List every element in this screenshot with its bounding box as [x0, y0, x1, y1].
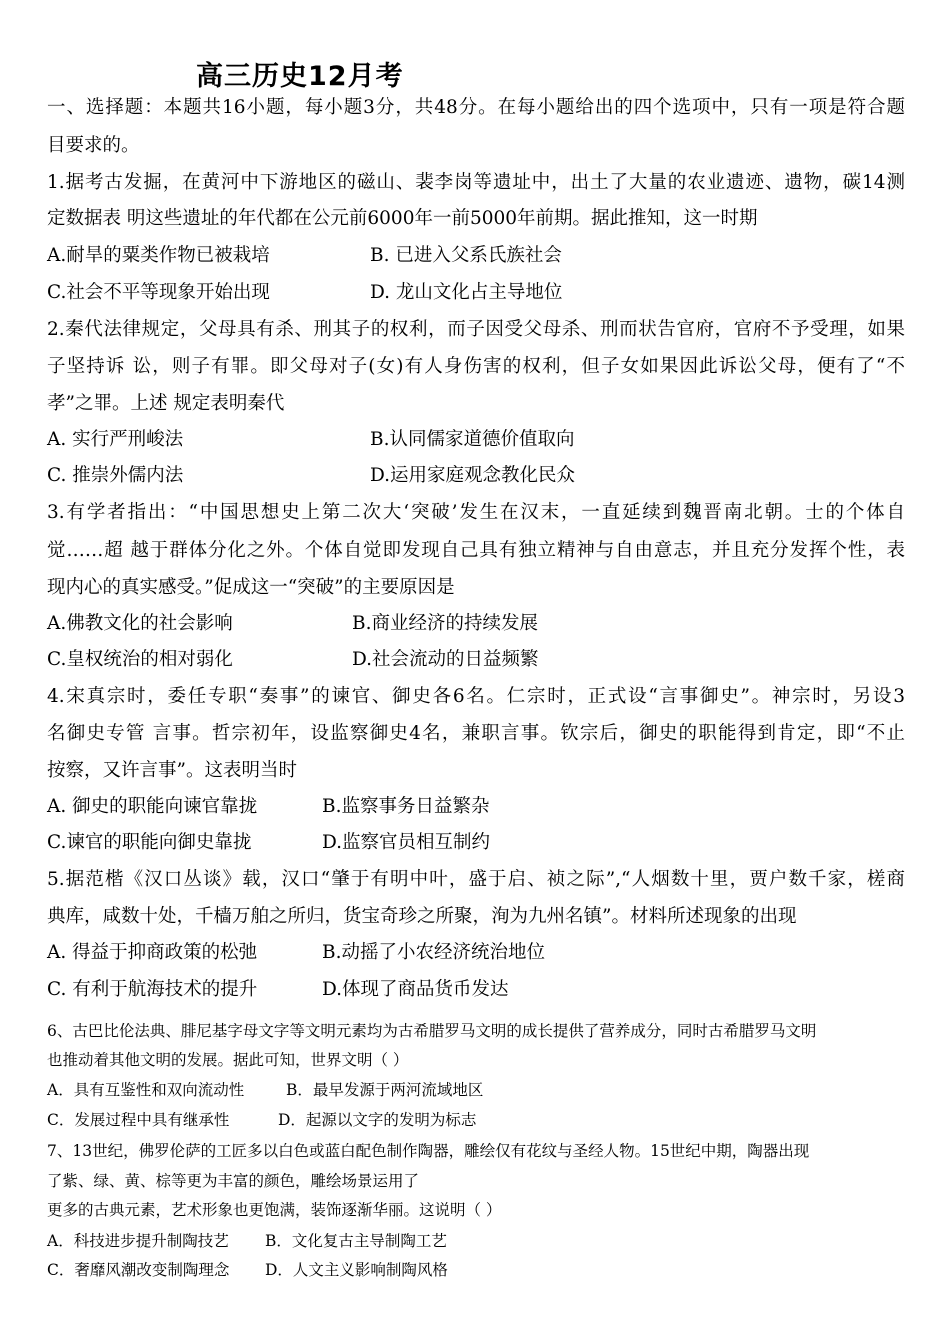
- question-3-line1: 3.有学者指出：“中国思想史上第二次大‘突破’发生在汉末，一直延续到魏晋南北朝。士的个体自: [47, 502, 905, 523]
- question-7-line1: 7、13世纪，佛罗伦萨的工匠多以白色或蓝白配色制作陶器，雕绘仅有花纹与圣经人物。15世纪中期，陶器出现: [47, 1142, 810, 1160]
- question-3-option-c: C.皇权统治的相对弱化: [47, 649, 233, 670]
- question-6-line1: 6、古巴比伦法典、腓尼基字母文字等文明元素均为古希腊罗马文明的成长提供了营养成分，同时古希腊罗马文明: [47, 1022, 817, 1040]
- question-3-option-d: D.社会流动的日益频繁: [352, 649, 539, 670]
- question-1-line2: 定数据表 明这些遗址的年代都在公元前6000年一前5000年前期。据此推知，这一时期: [47, 208, 758, 229]
- question-5-option-a: A. 得益于抑商政策的松弛: [47, 942, 258, 963]
- question-6-option-b: B．最早发源于两河流域地区: [286, 1081, 484, 1099]
- question-7-option-d: D．人文主义影响制陶风格: [265, 1261, 448, 1279]
- page-title: 高三历史12月考: [196, 61, 404, 92]
- question-5-option-c: C. 有利于航海技术的提升: [47, 979, 258, 1000]
- question-1-option-b: B. 已进入父系氏族社会: [370, 245, 562, 266]
- question-4-line3: 按察，又许言事”。这表明当时: [47, 760, 297, 781]
- question-4-option-c: C.谏官的职能向御史靠拢: [47, 832, 252, 853]
- question-6-option-a: A．具有互鉴性和双向流动性: [47, 1081, 245, 1099]
- question-2-line1: 2.秦代法律规定，父母具有杀、刑其子的权利，而子因受父母杀、刑而状告官府，官府不予受理，如果: [47, 319, 905, 340]
- question-5-option-d: D.体现了商品货币发达: [322, 979, 509, 1000]
- section-instructions-line1: 一、选择题：本题共16小题，每小题3分，共48分。在每小题给出的四个选项中，只有一项是符合题: [47, 97, 905, 118]
- section-instructions-line2: 目要求的。: [47, 135, 140, 156]
- question-1-option-a: A.耐旱的粟类作物已被栽培: [47, 245, 270, 266]
- question-2-option-c: C. 推崇外儒内法: [47, 465, 184, 486]
- question-6-line2: 也推动着其他文明的发展。据此可知，世界文明（ ）: [47, 1051, 409, 1069]
- question-7-line2: 了紫、绿、黄、棕等更为丰富的颜色，雕绘场景运用了: [47, 1172, 420, 1190]
- question-3-option-b: B.商业经济的持续发展: [352, 613, 538, 634]
- question-1-line1: 1.据考古发掘，在黄河中下游地区的磁山、裴李岗等遗址中，出土了大量的农业遗迹、遗物，碳14测: [47, 172, 905, 193]
- question-4-option-b: B.监察事务日益繁杂: [322, 796, 490, 817]
- question-2-line3: 孝”之罪。上述 规定表明秦代: [47, 393, 285, 414]
- question-4-line1: 4.宋真宗时，委任专职“奏事”的谏官、御史各6名。仁宗时，正式设“言事御史”。神宗时，另设3: [47, 686, 905, 707]
- question-4-line2: 名御史专管 言事。哲宗初年，设监察御史4名，兼职言事。钦宗后，御史的职能得到肯定，即“不止: [47, 723, 905, 744]
- question-5-option-b: B.动摇了小农经济统治地位: [322, 942, 545, 963]
- question-6-option-d: D．起源以文字的发明为标志: [278, 1111, 477, 1129]
- question-7-option-c: C．奢靡风潮改变制陶理念: [47, 1261, 230, 1279]
- question-2-line2: 子坚持诉 讼，则子有罪。即父母对子(女)有人身伤害的权利，但子女如果因此诉讼父母，便有了“不: [47, 356, 905, 377]
- question-7-line3: 更多的古典元素，艺术形象也更饱满，装饰逐渐华丽。这说明（ ）: [47, 1201, 502, 1219]
- question-4-option-a: A. 御史的职能向谏官靠拢: [47, 796, 258, 817]
- question-3-line2: 觉……超 越于群体分化之外。个体自觉即发现自己具有独立精神与自由意志，并且充分发挥个性，表: [47, 540, 905, 561]
- question-2-option-a: A. 实行严刑峻法: [47, 429, 184, 450]
- question-1-option-d: D. 龙山文化占主导地位: [370, 282, 563, 303]
- question-2-option-d: D.运用家庭观念教化民众: [370, 465, 576, 486]
- question-6-option-c: C．发展过程中具有继承性: [47, 1111, 230, 1129]
- question-3-line3: 现内心的真实感受。”促成这一“突破”的主要原因是: [47, 577, 455, 598]
- question-7-option-a: A．科技进步提升制陶技艺: [47, 1232, 229, 1250]
- question-3-option-a: A.佛教文化的社会影响: [47, 613, 233, 634]
- question-7-option-b: B．文化复古主导制陶工艺: [265, 1232, 447, 1250]
- question-1-option-c: C.社会不平等现象开始出现: [47, 282, 270, 303]
- question-5-line1: 5.据范楷《汉口丛谈》载，汉口“肇于有明中叶，盛于启、祯之际”,“人烟数十里，贾户数千家，槎商: [47, 869, 905, 890]
- question-4-option-d: D.监察官员相互制约: [322, 832, 491, 853]
- question-5-line2: 典库，咸数十处，千樯万舶之所归，货宝奇珍之所聚，洵为九州名镇”。材料所述现象的出现: [47, 906, 797, 927]
- question-2-option-b: B.认同儒家道德价值取向: [370, 429, 575, 450]
